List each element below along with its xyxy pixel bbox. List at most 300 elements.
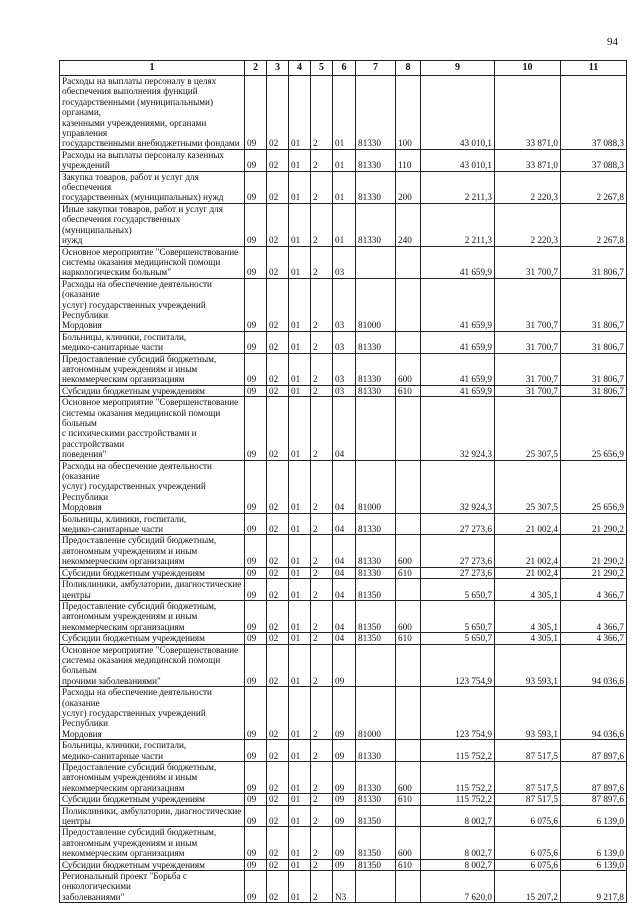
column-header: 9 xyxy=(421,61,495,76)
page-number: 94 xyxy=(607,36,618,48)
code-cell xyxy=(396,278,421,331)
table-row xyxy=(60,740,627,762)
amount-cell: 21 290,2 xyxy=(561,513,627,535)
code-cell: 81330 xyxy=(356,171,396,203)
amount-cell: 25 656,9 xyxy=(561,397,627,460)
code-cell: 2 xyxy=(311,859,333,870)
amount-cell: 41 659,9 xyxy=(421,353,495,385)
table-row xyxy=(60,859,627,870)
row-name: Расходы на обеспечение деятельности (оказание услуг) государственных учреждений Республики Мордовия xyxy=(60,278,245,331)
code-cell: 2 xyxy=(311,644,333,687)
column-header: 10 xyxy=(495,61,561,76)
code-cell: 01 xyxy=(289,278,311,331)
row-name: Больницы, клиники, госпитали, медико-санитарные части xyxy=(60,740,245,762)
code-cell: 02 xyxy=(267,535,289,567)
column-header: 7 xyxy=(356,61,396,76)
code-cell: 09 xyxy=(333,827,356,859)
amount-cell: 115 752,2 xyxy=(421,794,495,805)
code-cell: 03 xyxy=(333,331,356,353)
code-cell: 01 xyxy=(333,203,356,246)
amount-cell: 21 002,4 xyxy=(495,535,561,567)
code-cell: 01 xyxy=(289,567,311,578)
amount-cell: 43 010,1 xyxy=(421,76,495,150)
amount-cell: 8 002,7 xyxy=(421,859,495,870)
amount-cell: 21 002,4 xyxy=(495,513,561,535)
code-cell: 09 xyxy=(245,278,267,331)
code-cell: 02 xyxy=(267,331,289,353)
code-cell: 110 xyxy=(396,149,421,171)
amount-cell: 94 036,6 xyxy=(561,687,627,740)
code-cell: 02 xyxy=(267,579,289,601)
amount-cell: 87 897,6 xyxy=(561,794,627,805)
amount-cell: 93 593,1 xyxy=(495,687,561,740)
table-row xyxy=(60,579,627,601)
amount-cell: 31 700,7 xyxy=(495,385,561,396)
code-cell: 2 xyxy=(311,871,333,903)
code-cell: 02 xyxy=(267,762,289,794)
code-cell: 81000 xyxy=(356,278,396,331)
amount-cell: 32 924,3 xyxy=(421,460,495,513)
code-cell: 02 xyxy=(267,171,289,203)
table-row xyxy=(60,794,627,805)
code-cell: 02 xyxy=(267,385,289,396)
code-cell: 02 xyxy=(267,794,289,805)
code-cell: 2 xyxy=(311,579,333,601)
row-name: Предоставление субсидий бюджетным, автономным учреждениям и иным некоммерческим организациям xyxy=(60,762,245,794)
code-cell: 01 xyxy=(289,397,311,460)
amount-cell: 33 871,0 xyxy=(495,76,561,150)
code-cell: 02 xyxy=(267,460,289,513)
code-cell: 03 xyxy=(333,278,356,331)
row-name: Субсидии бюджетным учреждениям xyxy=(60,633,245,644)
code-cell: 01 xyxy=(289,246,311,278)
code-cell xyxy=(396,644,421,687)
code-cell: 09 xyxy=(245,397,267,460)
code-cell: 610 xyxy=(396,385,421,396)
code-cell: 2 xyxy=(311,513,333,535)
amount-cell: 87 517,5 xyxy=(495,794,561,805)
code-cell: 09 xyxy=(245,203,267,246)
code-cell: 01 xyxy=(289,535,311,567)
amount-cell: 6 075,6 xyxy=(495,805,561,827)
code-cell: 2 xyxy=(311,600,333,632)
table-row xyxy=(60,633,627,644)
row-name: Предоставление субсидий бюджетным, автономным учреждениям и иным некоммерческим организациям xyxy=(60,535,245,567)
code-cell: 2 xyxy=(311,278,333,331)
table-row xyxy=(60,171,627,203)
amount-cell: 27 273,6 xyxy=(421,567,495,578)
code-cell: 03 xyxy=(333,246,356,278)
code-cell: 240 xyxy=(396,203,421,246)
code-cell: 02 xyxy=(267,687,289,740)
code-cell: 03 xyxy=(333,353,356,385)
table-row xyxy=(60,644,627,687)
amount-cell: 115 752,2 xyxy=(421,762,495,794)
code-cell: 02 xyxy=(267,513,289,535)
amount-cell: 31 700,7 xyxy=(495,246,561,278)
code-cell: 01 xyxy=(289,460,311,513)
code-cell: 09 xyxy=(333,859,356,870)
amount-cell: 8 002,7 xyxy=(421,827,495,859)
row-name: Иные закупки товаров, работ и услуг для обеспечения государственных (муниципальных) нужд xyxy=(60,203,245,246)
code-cell: 2 xyxy=(311,385,333,396)
code-cell: 02 xyxy=(267,644,289,687)
code-cell: 01 xyxy=(289,513,311,535)
table-row xyxy=(60,385,627,396)
code-cell xyxy=(356,246,396,278)
amount-cell: 31 700,7 xyxy=(495,278,561,331)
amount-cell: 87 517,5 xyxy=(495,740,561,762)
amount-cell: 87 897,6 xyxy=(561,762,627,794)
code-cell: 81350 xyxy=(356,859,396,870)
code-cell xyxy=(396,740,421,762)
amount-cell: 31 700,7 xyxy=(495,331,561,353)
table-body xyxy=(60,76,627,903)
code-cell: 09 xyxy=(245,579,267,601)
table-row xyxy=(60,331,627,353)
code-cell: 09 xyxy=(245,149,267,171)
code-cell: 09 xyxy=(245,805,267,827)
code-cell: 01 xyxy=(289,687,311,740)
code-cell: 09 xyxy=(245,633,267,644)
code-cell: 81350 xyxy=(356,633,396,644)
code-cell: 600 xyxy=(396,353,421,385)
amount-cell: 27 273,6 xyxy=(421,535,495,567)
code-cell: 01 xyxy=(289,827,311,859)
code-cell: 610 xyxy=(396,794,421,805)
code-cell: 09 xyxy=(245,827,267,859)
code-cell: 04 xyxy=(333,513,356,535)
code-cell: 2 xyxy=(311,762,333,794)
code-cell: 81350 xyxy=(356,600,396,632)
column-header: 2 xyxy=(245,61,267,76)
code-cell: 600 xyxy=(396,600,421,632)
code-cell: 2 xyxy=(311,149,333,171)
code-cell: 01 xyxy=(289,805,311,827)
amount-cell: 41 659,9 xyxy=(421,246,495,278)
row-name: Основное мероприятие "Совершенствование системы оказания медицинской помощи больным с психическими расстройствами и расстройствами поведения" xyxy=(60,397,245,460)
table-row xyxy=(60,687,627,740)
amount-cell: 21 290,2 xyxy=(561,535,627,567)
code-cell: 09 xyxy=(245,513,267,535)
code-cell: 09 xyxy=(245,535,267,567)
amount-cell: 4 305,1 xyxy=(495,633,561,644)
code-cell: 09 xyxy=(245,171,267,203)
code-cell: 01 xyxy=(289,740,311,762)
code-cell: 09 xyxy=(333,794,356,805)
code-cell: 02 xyxy=(267,278,289,331)
amount-cell: 6 075,6 xyxy=(495,859,561,870)
amount-cell: 43 010,1 xyxy=(421,149,495,171)
amount-cell: 15 207,2 xyxy=(495,871,561,903)
code-cell: 81000 xyxy=(356,460,396,513)
code-cell: 81000 xyxy=(356,687,396,740)
code-cell: 01 xyxy=(289,331,311,353)
column-header: 5 xyxy=(311,61,333,76)
table-row xyxy=(60,827,627,859)
table-row xyxy=(60,600,627,632)
amount-cell: 4 366,7 xyxy=(561,600,627,632)
code-cell: 2 xyxy=(311,171,333,203)
code-cell: 01 xyxy=(289,633,311,644)
row-name: Субсидии бюджетным учреждениям xyxy=(60,385,245,396)
code-cell: 02 xyxy=(267,567,289,578)
table-row xyxy=(60,460,627,513)
code-cell: 2 xyxy=(311,246,333,278)
code-cell xyxy=(356,397,396,460)
code-cell: 09 xyxy=(245,740,267,762)
code-cell: 09 xyxy=(333,740,356,762)
row-name: Расходы на выплаты персоналу казенных учреждений xyxy=(60,149,245,171)
code-cell: 610 xyxy=(396,859,421,870)
table-row xyxy=(60,149,627,171)
amount-cell: 21 290,2 xyxy=(561,567,627,578)
code-cell: 09 xyxy=(245,246,267,278)
row-name: Субсидии бюджетным учреждениям xyxy=(60,859,245,870)
table-row xyxy=(60,353,627,385)
code-cell: 01 xyxy=(289,203,311,246)
amount-cell: 6 139,0 xyxy=(561,859,627,870)
amount-cell: 2 211,3 xyxy=(421,203,495,246)
code-cell xyxy=(396,331,421,353)
table-row xyxy=(60,513,627,535)
table-row xyxy=(60,871,627,903)
code-cell xyxy=(396,246,421,278)
budget-table xyxy=(59,60,627,903)
code-cell: 04 xyxy=(333,579,356,601)
amount-cell: 2 267,8 xyxy=(561,171,627,203)
amount-cell: 31 806,7 xyxy=(561,246,627,278)
amount-cell: 41 659,9 xyxy=(421,278,495,331)
amount-cell: 31 806,7 xyxy=(561,278,627,331)
code-cell: 02 xyxy=(267,827,289,859)
code-cell: 01 xyxy=(289,385,311,396)
amount-cell: 27 273,6 xyxy=(421,513,495,535)
code-cell: 09 xyxy=(245,76,267,150)
amount-cell: 123 754,9 xyxy=(421,644,495,687)
amount-cell: 4 366,7 xyxy=(561,579,627,601)
amount-cell: 5 650,7 xyxy=(421,633,495,644)
code-cell: 09 xyxy=(245,794,267,805)
code-cell: 2 xyxy=(311,460,333,513)
code-cell xyxy=(396,871,421,903)
code-cell: 04 xyxy=(333,567,356,578)
code-cell xyxy=(356,871,396,903)
code-cell: 09 xyxy=(333,762,356,794)
code-cell: 81330 xyxy=(356,762,396,794)
row-name: Предоставление субсидий бюджетным, автономным учреждениям и иным некоммерческим организациям xyxy=(60,600,245,632)
code-cell: 2 xyxy=(311,331,333,353)
code-cell xyxy=(396,460,421,513)
table-row xyxy=(60,246,627,278)
row-name: Закупка товаров, работ и услуг для обеспечения государственных (муниципальных) нужд xyxy=(60,171,245,203)
code-cell: 610 xyxy=(396,567,421,578)
table-row xyxy=(60,567,627,578)
code-cell: 09 xyxy=(245,600,267,632)
code-cell: 09 xyxy=(245,871,267,903)
code-cell: 2 xyxy=(311,687,333,740)
code-cell: 09 xyxy=(333,687,356,740)
amount-cell: 37 088,3 xyxy=(561,76,627,150)
code-cell: 2 xyxy=(311,535,333,567)
code-cell: 01 xyxy=(289,871,311,903)
amount-cell: 4 305,1 xyxy=(495,600,561,632)
header-row xyxy=(60,61,627,76)
table-row xyxy=(60,535,627,567)
code-cell: 09 xyxy=(245,385,267,396)
code-cell: 04 xyxy=(333,600,356,632)
amount-cell: 123 754,9 xyxy=(421,687,495,740)
code-cell: 09 xyxy=(245,762,267,794)
code-cell: 81330 xyxy=(356,203,396,246)
amount-cell: 93 593,1 xyxy=(495,644,561,687)
amount-cell: 31 700,7 xyxy=(495,353,561,385)
amount-cell: 87 517,5 xyxy=(495,762,561,794)
code-cell: 81330 xyxy=(356,149,396,171)
amount-cell: 2 220,3 xyxy=(495,203,561,246)
row-name: Расходы на выплаты персоналу в целях обеспечения выполнения функций государственными (муниципальными) органами, казенными учреждениями, органами управления государственными внебюджетными фондами xyxy=(60,76,245,150)
amount-cell: 87 897,6 xyxy=(561,740,627,762)
code-cell: 02 xyxy=(267,600,289,632)
code-cell: 02 xyxy=(267,149,289,171)
row-name: Предоставление субсидий бюджетным, автономным учреждениям и иным некоммерческим организациям xyxy=(60,353,245,385)
code-cell: N3 xyxy=(333,871,356,903)
column-header: 1 xyxy=(60,61,245,76)
row-name: Субсидии бюджетным учреждениям xyxy=(60,567,245,578)
code-cell: 04 xyxy=(333,397,356,460)
code-cell: 01 xyxy=(289,76,311,150)
code-cell: 09 xyxy=(245,331,267,353)
code-cell: 01 xyxy=(289,762,311,794)
code-cell xyxy=(396,513,421,535)
amount-cell: 7 620,0 xyxy=(421,871,495,903)
amount-cell: 6 075,6 xyxy=(495,827,561,859)
row-name: Предоставление субсидий бюджетным, автономным учреждениям и иным некоммерческим организациям xyxy=(60,827,245,859)
table-row xyxy=(60,805,627,827)
amount-cell: 6 139,0 xyxy=(561,827,627,859)
code-cell: 02 xyxy=(267,246,289,278)
code-cell: 2 xyxy=(311,397,333,460)
code-cell: 09 xyxy=(333,805,356,827)
code-cell: 02 xyxy=(267,397,289,460)
amount-cell: 4 366,7 xyxy=(561,633,627,644)
code-cell: 81330 xyxy=(356,76,396,150)
amount-cell: 9 217,8 xyxy=(561,871,627,903)
amount-cell: 94 036,6 xyxy=(561,644,627,687)
code-cell: 01 xyxy=(289,171,311,203)
code-cell: 2 xyxy=(311,794,333,805)
code-cell: 100 xyxy=(396,76,421,150)
amount-cell: 41 659,9 xyxy=(421,331,495,353)
table-row xyxy=(60,278,627,331)
row-name: Больницы, клиники, госпитали, медико-санитарные части xyxy=(60,331,245,353)
code-cell: 02 xyxy=(267,805,289,827)
code-cell: 01 xyxy=(289,579,311,601)
code-cell: 81330 xyxy=(356,385,396,396)
code-cell: 03 xyxy=(333,385,356,396)
row-name: Поликлиники, амбулатории, диагностические центры xyxy=(60,579,245,601)
column-header: 11 xyxy=(561,61,627,76)
code-cell: 200 xyxy=(396,171,421,203)
amount-cell: 2 211,3 xyxy=(421,171,495,203)
code-cell: 04 xyxy=(333,460,356,513)
code-cell: 2 xyxy=(311,805,333,827)
amount-cell: 31 806,7 xyxy=(561,385,627,396)
row-name: Основное мероприятие "Совершенствование системы оказания медицинской помощи наркологическим больным" xyxy=(60,246,245,278)
code-cell: 09 xyxy=(245,859,267,870)
code-cell: 81330 xyxy=(356,794,396,805)
code-cell: 02 xyxy=(267,871,289,903)
code-cell: 610 xyxy=(396,633,421,644)
amount-cell: 25 307,5 xyxy=(495,397,561,460)
column-header: 4 xyxy=(289,61,311,76)
amount-cell: 2 220,3 xyxy=(495,171,561,203)
code-cell xyxy=(396,687,421,740)
code-cell: 09 xyxy=(245,567,267,578)
code-cell: 09 xyxy=(333,644,356,687)
code-cell: 01 xyxy=(289,149,311,171)
row-name: Расходы на обеспечение деятельности (оказание услуг) государственных учреждений Республики Мордовия xyxy=(60,460,245,513)
amount-cell: 5 650,7 xyxy=(421,579,495,601)
row-name: Субсидии бюджетным учреждениям xyxy=(60,794,245,805)
code-cell: 02 xyxy=(267,633,289,644)
code-cell: 01 xyxy=(289,859,311,870)
amount-cell: 2 267,8 xyxy=(561,203,627,246)
row-name: Поликлиники, амбулатории, диагностические центры xyxy=(60,805,245,827)
code-cell: 81350 xyxy=(356,805,396,827)
code-cell: 01 xyxy=(333,171,356,203)
code-cell: 2 xyxy=(311,633,333,644)
code-cell: 04 xyxy=(333,535,356,567)
code-cell: 81330 xyxy=(356,331,396,353)
code-cell: 2 xyxy=(311,827,333,859)
code-cell: 81350 xyxy=(356,827,396,859)
code-cell: 81330 xyxy=(356,513,396,535)
amount-cell: 6 139,0 xyxy=(561,805,627,827)
code-cell: 2 xyxy=(311,353,333,385)
code-cell: 2 xyxy=(311,740,333,762)
row-name: Основное мероприятие "Совершенствование системы оказания медицинской помощи больным прочими заболеваниями" xyxy=(60,644,245,687)
code-cell: 2 xyxy=(311,567,333,578)
table-row xyxy=(60,76,627,150)
code-cell: 02 xyxy=(267,203,289,246)
code-cell: 600 xyxy=(396,827,421,859)
code-cell: 02 xyxy=(267,76,289,150)
code-cell: 02 xyxy=(267,859,289,870)
code-cell: 81330 xyxy=(356,567,396,578)
row-name: Больницы, клиники, госпитали, медико-санитарные части xyxy=(60,513,245,535)
table-row xyxy=(60,203,627,246)
code-cell: 81330 xyxy=(356,535,396,567)
amount-cell: 31 806,7 xyxy=(561,331,627,353)
amount-cell: 32 924,3 xyxy=(421,397,495,460)
code-cell: 81330 xyxy=(356,740,396,762)
table-row xyxy=(60,762,627,794)
amount-cell: 25 307,5 xyxy=(495,460,561,513)
code-cell: 01 xyxy=(333,76,356,150)
code-cell: 09 xyxy=(245,687,267,740)
code-cell: 09 xyxy=(245,644,267,687)
code-cell: 2 xyxy=(311,76,333,150)
row-name: Региональный проект "Борьба с онкологическими заболеваниями" xyxy=(60,871,245,903)
amount-cell: 41 659,9 xyxy=(421,385,495,396)
code-cell: 09 xyxy=(245,353,267,385)
code-cell: 09 xyxy=(245,460,267,513)
code-cell xyxy=(356,644,396,687)
code-cell: 81330 xyxy=(356,353,396,385)
code-cell: 600 xyxy=(396,762,421,794)
code-cell xyxy=(396,579,421,601)
